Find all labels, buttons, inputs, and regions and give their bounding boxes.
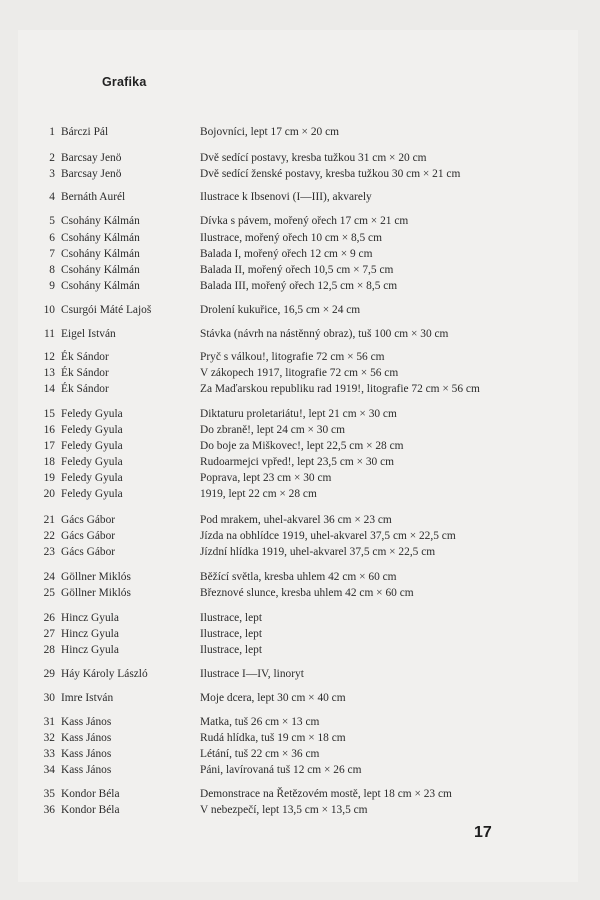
catalogue-entry xyxy=(0,802,600,818)
entry-number: 29 xyxy=(43,668,55,680)
entry-work: Jízdní hlídka 1919, uhel-akvarel 37,5 cm × 22,5 cm xyxy=(200,546,436,558)
entry-number: 15 xyxy=(43,408,55,420)
entry-number: 27 xyxy=(43,628,55,640)
catalogue-entry xyxy=(0,569,600,585)
entry-artist: Feledy Gyula xyxy=(61,440,123,452)
entry-work: Pryč s válkou!, litografie 72 cm × 56 cm xyxy=(200,351,385,363)
entry-artist: Csohány Kálmán xyxy=(61,232,140,244)
entry-number: 19 xyxy=(43,472,55,484)
catalogue-entry xyxy=(0,326,600,342)
catalogue-entry xyxy=(0,470,600,486)
entry-number: 31 xyxy=(43,716,55,728)
catalogue-entry xyxy=(0,786,600,802)
catalogue-entry xyxy=(0,406,600,422)
entry-artist: Feledy Gyula xyxy=(61,456,123,468)
catalogue-entry xyxy=(0,544,600,560)
entry-work: Dívka s pávem, mořený ořech 17 cm × 21 cm xyxy=(200,215,409,227)
entry-number: 9 xyxy=(49,280,55,292)
entry-work: Balada III, mořený ořech 12,5 cm × 8,5 cm xyxy=(200,280,398,292)
entry-artist: Feledy Gyula xyxy=(61,472,123,484)
section-heading: Grafika xyxy=(102,75,147,89)
entry-work: Březnové slunce, kresba uhlem 42 cm × 60 cm xyxy=(200,587,414,599)
catalogue-entry xyxy=(0,486,600,502)
entry-number: 21 xyxy=(43,514,55,526)
catalogue-entry xyxy=(0,166,600,182)
catalogue-entry xyxy=(0,213,600,229)
catalogue-entry xyxy=(0,690,600,706)
entry-work: V zákopech 1917, litografie 72 cm × 56 cm xyxy=(200,367,399,379)
catalogue-entry xyxy=(0,610,600,626)
entry-number: 22 xyxy=(43,530,55,542)
entry-artist: Ék Sándor xyxy=(61,383,109,395)
entry-artist: Hincz Gyula xyxy=(61,612,119,624)
entry-number: 6 xyxy=(49,232,55,244)
catalogue-entry xyxy=(0,730,600,746)
entry-number: 35 xyxy=(43,788,55,800)
entry-artist: Hincz Gyula xyxy=(61,628,119,640)
entry-work: Balada I, mořený ořech 12 cm × 9 cm xyxy=(200,248,373,260)
catalogue-entry xyxy=(0,746,600,762)
entry-work: Dvě sedící ženské postavy, kresba tužkou 30 cm × 21 cm xyxy=(200,168,461,180)
catalogue-entry xyxy=(0,512,600,528)
entry-number: 24 xyxy=(43,571,55,583)
catalogue-entry xyxy=(0,626,600,642)
entry-work: Ilustrace, lept xyxy=(200,644,262,656)
catalogue-entry xyxy=(0,585,600,601)
entry-number: 1 xyxy=(49,126,55,138)
entry-artist: Kondor Béla xyxy=(61,804,120,816)
entry-artist: Csohány Kálmán xyxy=(61,280,140,292)
entry-artist: Göllner Miklós xyxy=(61,587,131,599)
entry-work: Rudoarmejci vpřed!, lept 23,5 cm × 30 cm xyxy=(200,456,395,468)
catalogue-entry xyxy=(0,422,600,438)
entry-artist: Feledy Gyula xyxy=(61,488,123,500)
entry-artist: Kass János xyxy=(61,732,112,744)
entry-work: 1919, lept 22 cm × 28 cm xyxy=(200,488,317,500)
entry-work: Moje dcera, lept 30 cm × 40 cm xyxy=(200,692,346,704)
entry-artist: Feledy Gyula xyxy=(61,408,123,420)
page-number: 17 xyxy=(474,824,492,841)
entry-work: Matka, tuš 26 cm × 13 cm xyxy=(200,716,320,728)
catalogue-entry xyxy=(0,278,600,294)
entry-artist: Ék Sándor xyxy=(61,351,109,363)
catalogue-entry xyxy=(0,365,600,381)
entry-artist: Kass János xyxy=(61,748,112,760)
entry-number: 18 xyxy=(43,456,55,468)
entry-artist: Ék Sándor xyxy=(61,367,109,379)
entry-number: 16 xyxy=(43,424,55,436)
catalogue-entry xyxy=(0,150,600,166)
catalogue-entry xyxy=(0,302,600,318)
entry-work: Pod mrakem, uhel-akvarel 36 cm × 23 cm xyxy=(200,514,392,526)
entry-number: 17 xyxy=(43,440,55,452)
entry-number: 30 xyxy=(43,692,55,704)
entry-number: 14 xyxy=(43,383,55,395)
entry-number: 25 xyxy=(43,587,55,599)
entry-number: 3 xyxy=(49,168,55,180)
entry-number: 23 xyxy=(43,546,55,558)
entry-work: Ilustrace, lept xyxy=(200,612,262,624)
entry-artist: Kass János xyxy=(61,716,112,728)
entry-work: Páni, lavírovaná tuš 12 cm × 26 cm xyxy=(200,764,362,776)
entry-work: Stávka (návrh na nástěnný obraz), tuš 100 cm × 30 cm xyxy=(200,328,449,340)
entry-number: 8 xyxy=(49,264,55,276)
entry-work: Dvě sedící postavy, kresba tužkou 31 cm × 20 cm xyxy=(200,152,427,164)
entry-work: Ilustrace, lept xyxy=(200,628,262,640)
entry-artist: Csohány Kálmán xyxy=(61,248,140,260)
entry-work: V nebezpečí, lept 13,5 cm × 13,5 cm xyxy=(200,804,368,816)
entry-work: Do boje za Miškovec!, lept 22,5 cm × 28 cm xyxy=(200,440,404,452)
catalogue-entry xyxy=(0,454,600,470)
entry-number: 5 xyxy=(49,215,55,227)
entry-artist: Hincz Gyula xyxy=(61,644,119,656)
entry-work: Ilustrace, mořený ořech 10 cm × 8,5 cm xyxy=(200,232,382,244)
catalogue-entry xyxy=(0,189,600,205)
entry-work: Za Maďarskou republiku rad 1919!, litografie 72 cm × 56 cm xyxy=(200,383,480,395)
entry-work: Létání, tuš 22 cm × 36 cm xyxy=(200,748,320,760)
entry-work: Jízda na obhlídce 1919, uhel-akvarel 37,5 cm × 22,5 cm xyxy=(200,530,456,542)
entry-work: Ilustrace I—IV, linoryt xyxy=(200,668,304,680)
catalogue-entry xyxy=(0,230,600,246)
catalogue-entry xyxy=(0,381,600,397)
entry-artist: Barcsay Jenö xyxy=(61,152,122,164)
entry-artist: Eigel István xyxy=(61,328,116,340)
entry-number: 2 xyxy=(49,152,55,164)
entry-work: Poprava, lept 23 cm × 30 cm xyxy=(200,472,332,484)
entry-number: 26 xyxy=(43,612,55,624)
entry-work: Diktaturu proletariátu!, lept 21 cm × 30 cm xyxy=(200,408,397,420)
entry-number: 20 xyxy=(43,488,55,500)
entry-number: 33 xyxy=(43,748,55,760)
entry-artist: Háy Károly László xyxy=(61,668,148,680)
catalogue-entry xyxy=(0,666,600,682)
entry-number: 12 xyxy=(43,351,55,363)
entry-work: Ilustrace k Ibsenovi (I—III), akvarely xyxy=(200,191,372,203)
catalogue-entry xyxy=(0,262,600,278)
entry-artist: Kass János xyxy=(61,764,112,776)
catalogue-entry xyxy=(0,762,600,778)
catalogue-entry xyxy=(0,438,600,454)
catalogue-entry xyxy=(0,124,600,140)
entry-number: 32 xyxy=(43,732,55,744)
catalogue-entry xyxy=(0,349,600,365)
catalogue-entry xyxy=(0,246,600,262)
entry-number: 13 xyxy=(43,367,55,379)
entry-work: Drolení kukuřice, 16,5 cm × 24 cm xyxy=(200,304,361,316)
entry-artist: Gács Gábor xyxy=(61,514,116,526)
entry-work: Bojovníci, lept 17 cm × 20 cm xyxy=(200,126,339,138)
entry-artist: Csurgói Máté Lajoš xyxy=(61,304,152,316)
entry-work: Demonstrace na Řetězovém mostě, lept 18 cm × 23 cm xyxy=(200,788,452,800)
entry-work: Běžící světla, kresba uhlem 42 cm × 60 cm xyxy=(200,571,397,583)
entry-number: 7 xyxy=(49,248,55,260)
entry-artist: Bernáth Aurél xyxy=(61,191,126,203)
catalogue-entry xyxy=(0,642,600,658)
entry-number: 34 xyxy=(43,764,55,776)
entry-artist: Feledy Gyula xyxy=(61,424,123,436)
entry-artist: Göllner Miklós xyxy=(61,571,131,583)
entry-number: 36 xyxy=(43,804,55,816)
entry-artist: Csohány Kálmán xyxy=(61,215,140,227)
entry-work: Balada II, mořený ořech 10,5 cm × 7,5 cm xyxy=(200,264,394,276)
entry-number: 4 xyxy=(49,191,55,203)
entry-artist: Bárczi Pál xyxy=(61,126,109,138)
entry-artist: Gács Gábor xyxy=(61,546,116,558)
entry-artist: Imre István xyxy=(61,692,114,704)
entry-work: Do zbraně!, lept 24 cm × 30 cm xyxy=(200,424,345,436)
entry-number: 11 xyxy=(44,328,55,340)
entry-work: Rudá hlídka, tuš 19 cm × 18 cm xyxy=(200,732,346,744)
entry-artist: Gács Gábor xyxy=(61,530,116,542)
entry-artist: Csohány Kálmán xyxy=(61,264,140,276)
catalogue-entry xyxy=(0,714,600,730)
entry-artist: Kondor Béla xyxy=(61,788,120,800)
catalogue-entry xyxy=(0,528,600,544)
entry-number: 10 xyxy=(43,304,55,316)
entry-artist: Barcsay Jenö xyxy=(61,168,122,180)
entry-number: 28 xyxy=(43,644,55,656)
